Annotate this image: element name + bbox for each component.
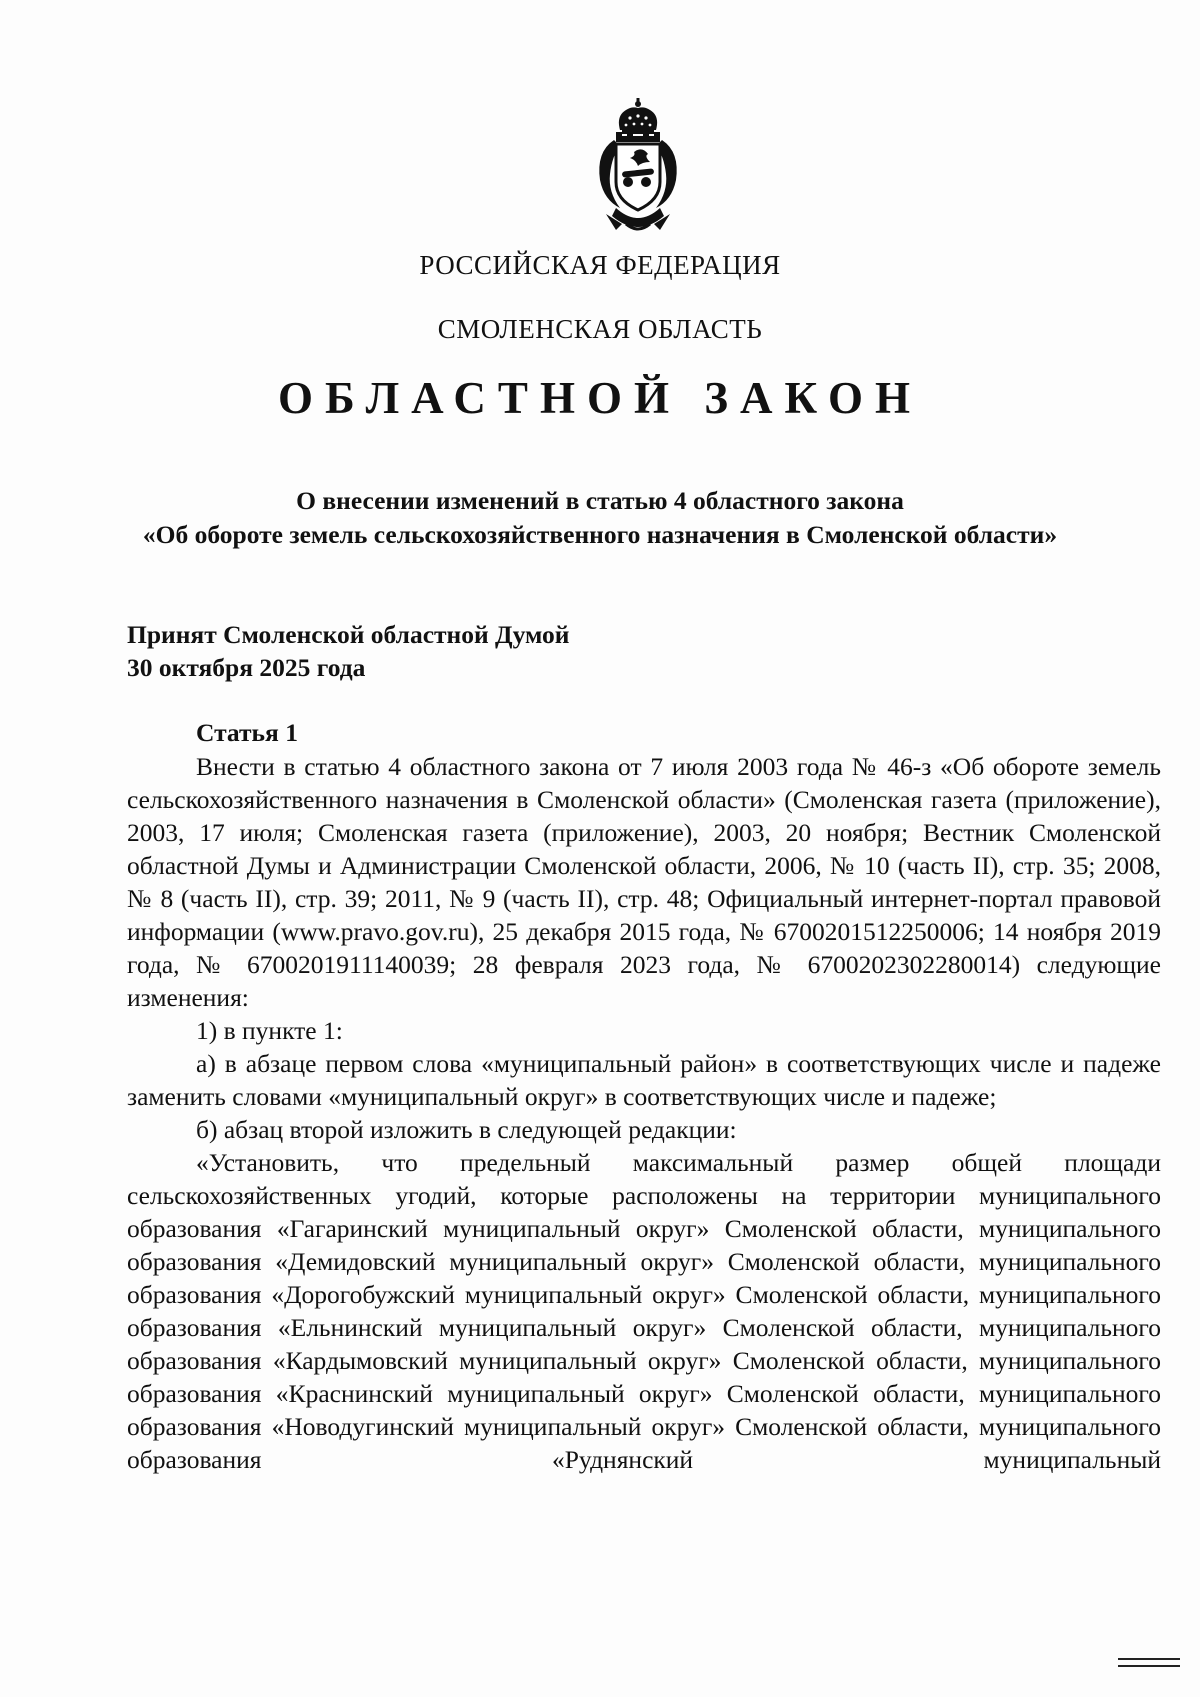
article-paragraph: Внести в статью 4 областного закона от 7 июля 2003 года № 46-з «Об обороте земель сельскохозяйственного назначения в Смоленской области» (Смоленская газета (приложение), 2003, 17 июля; Смоленская газета (приложение), 2003, 20 ноября; Вестник Смоленской областной Думы и Администрации Смоленской области, 2006, № 10 (часть II), стр. 35; 2008, № 8 (часть II), стр. 39; 2011, № 9 (часть II), стр. 48; Официальный интернет-портал правовой информации (www.pravo.gov.ru), 25 декабря 2015 года, № 6700201512250006; 14 ноября 2019 года, № 6700201911140039; 28 февраля 2023 года, № 6700202302280014) следующие изменения: [127,752,1161,1012]
article-paragraph: б) абзац второй изложить в следующей редакции: [196,1115,737,1144]
article-body [127,750,1161,1476]
country-heading: РОССИЙСКАЯ ФЕДЕРАЦИЯ [419,250,781,280]
coat-of-arms-icon [586,96,690,236]
scan-edge-mark [1118,1658,1180,1660]
adoption-date: 30 октября 2025 года [127,653,366,682]
article-paragraph: «Установить, что предельный максимальный размер общей площади сельскохозяйственных угодий, которые расположены на территории муниципального образования «Гагаринский муниципальный округ» Смоленской области, муниципального образования «Демидовский муниципальный округ» Смоленской области, муниципального образования «Дорогобужский муниципальный округ» Смоленской области, муниципального образования «Ельнинский муниципальный округ» Смоленской области, муниципального образования «Кардымовский муниципальный округ» Смоленской области, муниципального образования «Краснинский муниципальный округ» Смоленской области, муниципального образования «Новодугинский муниципальный округ» Смоленской области, муниципального образования «Руднянский муниципальный [127,1148,1161,1474]
adoption-line-1: Принят Смоленской областной Думой [127,620,570,649]
document-type-heading: ОБЛАСТНОЙ ЗАКОН [278,373,922,423]
article-paragraph: 1) в пункте 1: [196,1016,343,1045]
article-heading: Статья 1 [196,718,298,747]
region-heading: СМОЛЕНСКАЯ ОБЛАСТЬ [437,314,763,344]
law-title-line-1: О внесении изменений в статью 4 областного закона [296,486,904,515]
law-title-line-2: «Об обороте земель сельскохозяйственного назначения в Смоленской области» [142,520,1058,549]
scan-edge-mark [1118,1665,1180,1667]
article-paragraph: а) в абзаце первом слова «муниципальный район» в соответствующих числе и падеже заменить словами «муниципальный округ» в соответствующих числе и падеже; [127,1049,1161,1111]
